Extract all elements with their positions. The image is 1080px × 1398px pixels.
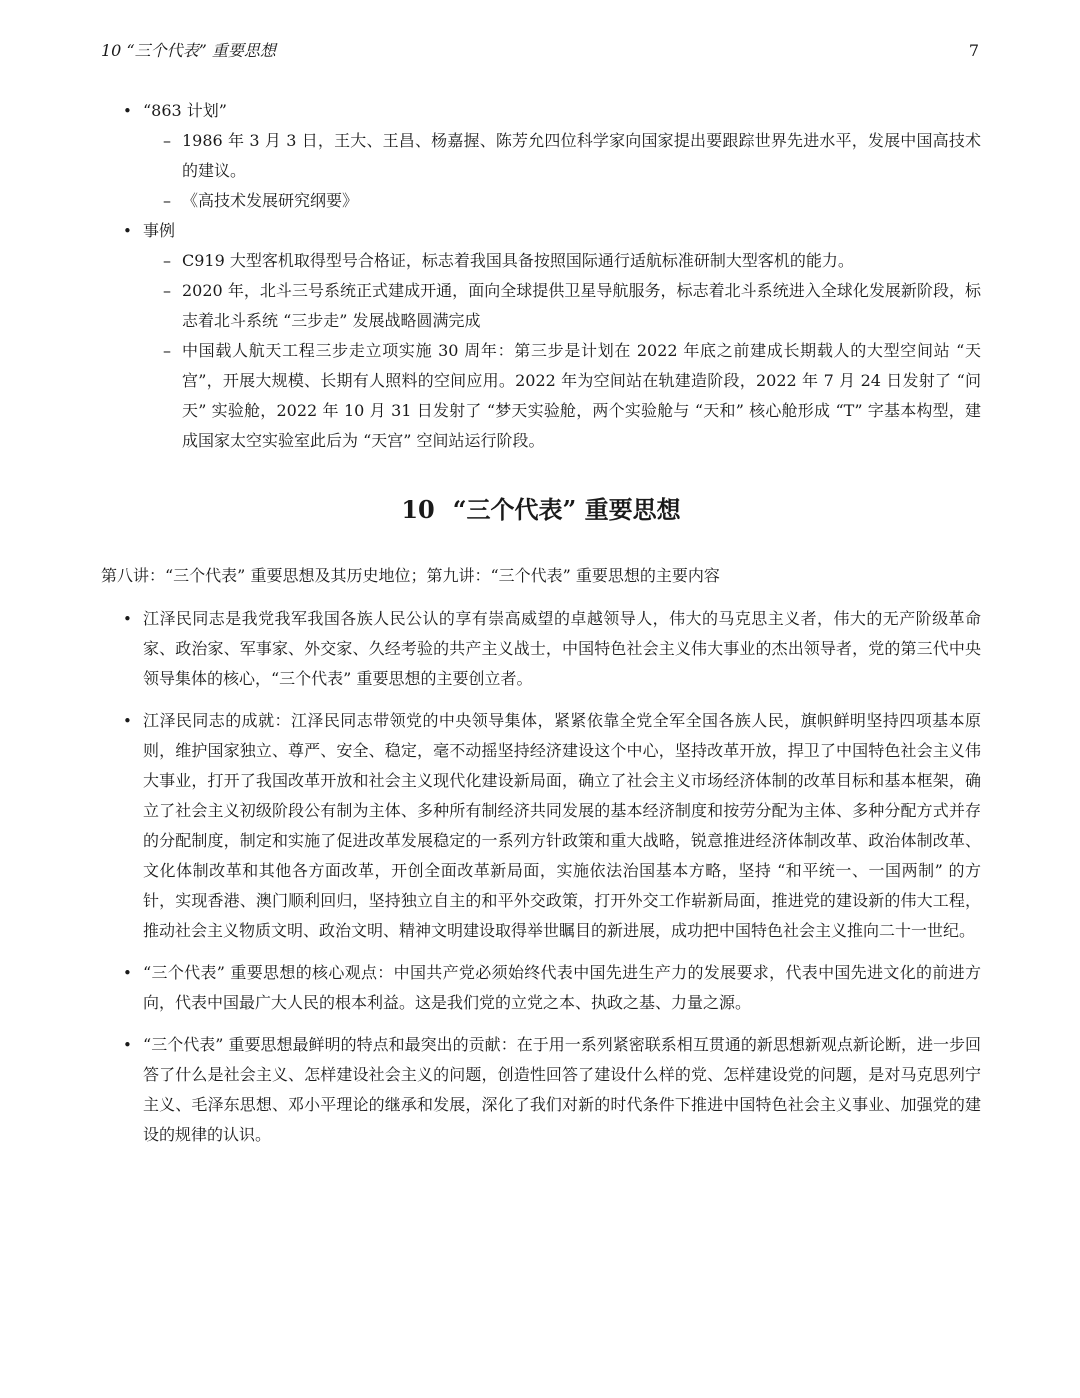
sub-list-item	[143, 186, 981, 216]
dash-icon: –	[163, 191, 171, 210]
sub-list-item-text: 2020 年，北斗三号系统正式建成开通，面向全球提供卫星导航服务，标志着北斗系统进入全球化发展新阶段，标志着北斗系统 “三步走” 发展战略圆满完成	[182, 281, 981, 330]
sub-list-item-text: 《高技术发展研究纲要》	[182, 191, 359, 210]
lecture-references: 第八讲：“三个代表” 重要思想及其历史地位；第九讲：“三个代表” 重要思想的主要内容	[101, 566, 720, 585]
page-number: 7	[968, 41, 979, 60]
list-item-text: “三个代表” 重要思想最鲜明的特点和最突出的贡献：在于用一系列紧密联系相互贯通的新思想新观点新论断，进一步回答了什么是社会主义、怎样建设社会主义的问题，创造性回答了建设什么样的党、怎样建设党的问题，是对马克思列宁主义、毛泽东思想、邓小平理论的继承和发展，深化了我们对新的时代条件下推进中国特色社会主义事业、加强党的建设的规律的认识。	[143, 1035, 981, 1144]
sub-list	[143, 126, 981, 216]
sub-list-item	[143, 246, 981, 276]
bullet-icon: •	[123, 610, 132, 628]
section-heading	[101, 492, 981, 528]
sub-list	[143, 246, 981, 456]
sub-list-item	[143, 336, 981, 456]
list-item	[101, 706, 981, 946]
dash-icon: –	[163, 281, 171, 300]
running-title: 10 “三个代表” 重要思想	[101, 41, 276, 60]
sub-list-item	[143, 276, 981, 336]
section-number: 10	[401, 495, 435, 524]
list-item	[101, 958, 981, 1018]
main-bullet-list	[101, 604, 981, 1162]
list-item-text: 江泽民同志是我党我军我国各族人民公认的享有崇高威望的卓越领导人，伟大的马克思主义者，伟大的无产阶级革命家、政治家、军事家、外交家、久经考验的共产主义战士，中国特色社会主义伟大事业的杰出领导者，党的第三代中央领导集体的核心，“三个代表” 重要思想的主要创立者。	[143, 609, 981, 688]
bullet-icon: •	[123, 102, 132, 120]
list-item	[101, 604, 981, 694]
dash-icon: –	[163, 131, 171, 150]
list-item-examples	[101, 216, 981, 456]
list-item	[101, 1030, 981, 1150]
section-title: “三个代表” 重要思想	[452, 495, 681, 524]
bullet-icon: •	[123, 222, 132, 240]
list-item-text: “三个代表” 重要思想的核心观点：中国共产党必须始终代表中国先进生产力的发展要求，代表中国先进文化的前进方向，代表中国最广大人民的根本利益。这是我们党的立党之本、执政之基、力量之源。	[143, 963, 981, 1012]
list-item-863-plan	[101, 96, 981, 216]
running-header	[101, 38, 981, 64]
bullet-icon: •	[123, 1036, 132, 1054]
bullet-icon: •	[123, 712, 132, 730]
sub-list-item-text: 1986 年 3 月 3 日，王大、王昌、杨嘉握、陈芳允四位科学家向国家提出要跟踪世界先进水平，发展中国高技术的建议。	[182, 131, 981, 180]
dash-icon: –	[163, 251, 171, 270]
top-bullet-list	[101, 96, 981, 456]
sub-list-item-text: 中国载人航天工程三步走立项实施 30 周年：第三步是计划在 2022 年底之前建成长期载人的大型空间站 “天宫”，开展大规模、长期有人照料的空间应用。2022 年为空间站在轨建造阶段，2022 年 7 月 24 日发射了 “问天” 实验舱，2022 年 10 月 31 日发射了 “梦天实验舱，两个实验舱与 “天和” 核心舱形成 “T” 字基本构型，建成国家太空实验室此后为 “天宫” 空间站运行阶段。	[182, 341, 981, 450]
bullet-icon: •	[123, 964, 132, 982]
list-item-text: 江泽民同志的成就：江泽民同志带领党的中央领导集体，紧紧依靠全党全军全国各族人民，旗帜鲜明坚持四项基本原则，维护国家独立、尊严、安全、稳定，毫不动摇坚持经济建设这个中心，坚持改革开放，捍卫了中国特色社会主义伟大事业，打开了我国改革开放和社会主义现代化建设新局面，确立了社会主义市场经济体制的改革目标和基本框架，确立了社会主义初级阶段公有制为主体、多种所有制经济共同发展的基本经济制度和按劳分配为主体、多种分配方式并存的分配制度，制定和实施了促进改革发展稳定的一系列方针政策和重大战略，锐意推进经济体制改革、政治体制改革、文化体制改革和其他各方面改革，开创全面改革新局面，实施依法治国基本方略，坚持 “和平统一、一国两制” 的方针，实现香港、澳门顺利回归，坚持独立自主的和平外交政策，打开外交工作崭新局面，推进党的建设新的伟大工程，推动社会主义物质文明、政治文明、精神文明建设取得举世瞩目的新进展，成功把中国特色社会主义推向二十一世纪。	[143, 711, 981, 940]
sub-list-item-text: C919 大型客机取得型号合格证，标志着我国具备按照国际通行适航标准研制大型客机的能力。	[182, 251, 854, 270]
sub-list-item	[143, 126, 981, 186]
list-item-text: 事例	[143, 221, 176, 240]
list-item-text: “863 计划”	[143, 101, 227, 120]
dash-icon: –	[163, 341, 171, 360]
